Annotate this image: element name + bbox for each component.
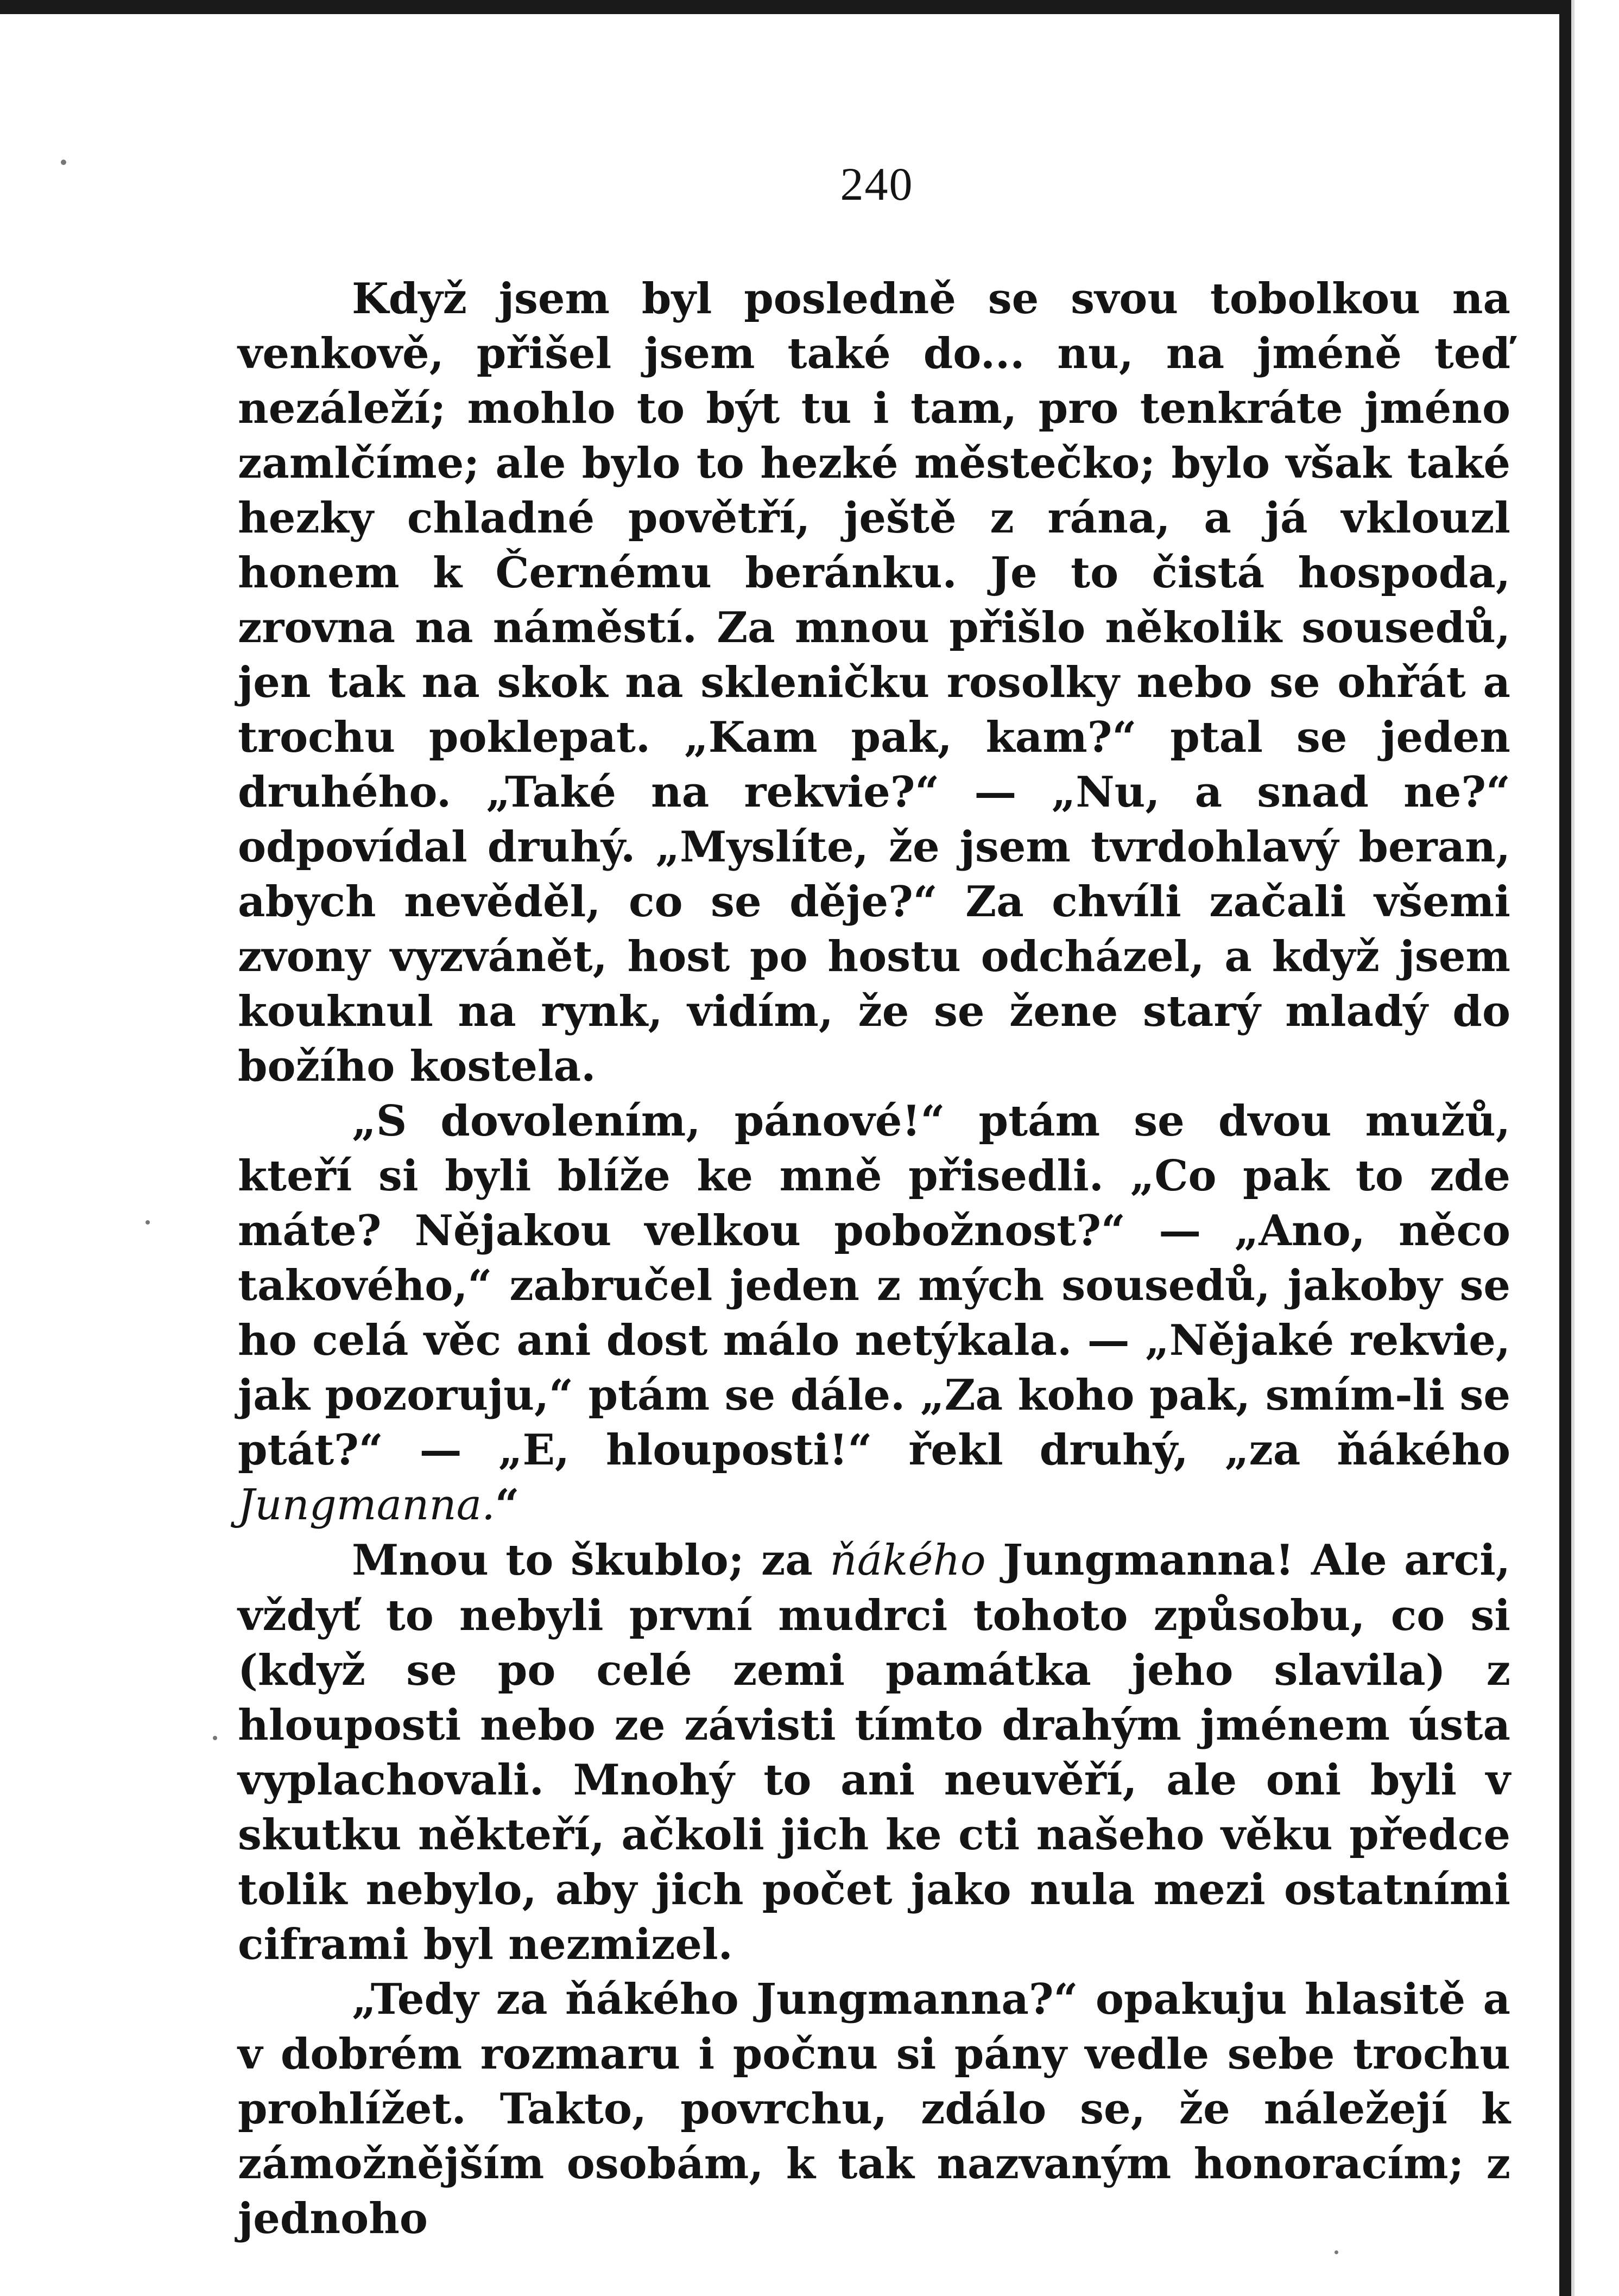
- paragraph-text: „S dovolením, pánové!“ ptám se dvou mužů, kteří si byli blíže ke mně přisedli. „Co pak to zde máte? Nějakou velkou pobožnost?“ — „Ano, něco takového,“ zabručel jeden z mých sousedů, jakoby se ho celá věc ani dost málo netýkala. — „Nějaké rekvie, jak pozoruju,“ ptám se dále. „Za koho pak, smím-li se ptát?“ — „E, hlouposti!“ řekl druhý, „za ňákého: [238, 1096, 1510, 1475]
- scan-top-border: [0, 0, 1619, 14]
- paragraph: [238, 1094, 1510, 1533]
- paragraph-text: Mnou to škublo; za: [352, 1536, 830, 1585]
- paragraph-text: „Tedy za ňákého Jungmanna?“ opakuju hlasitě a v dobrém rozmaru i počnu si pány vedle sebe trochu prohlížet. Takto, povrchu, zdálo se, že náležejí k zámožnějším osobám, k tak nazvaným honoracím; z jednoho: [238, 1975, 1510, 2243]
- scan-speck: [213, 1736, 217, 1740]
- scan-speck: [1335, 2250, 1338, 2254]
- paragraph-text: Když jsem byl posledně se svou tobolkou na venkově, přišel jsem také do... nu, na jméně teď nezáleží; mohlo to být tu i tam, pro tenkráte jméno zamlčíme; ale bylo to hezké městečko; bylo však také hezky chladné povětří, ještě z rána, a já vklouzl honem k Černému beránku. Je to čistá hospoda, zrovna na náměstí. Za mnou přišlo několik sousedů, jen tak na skok na skleničku rosolky nebo se ohřát a trochu poklepat. „Kam pak, kam?“ ptal se jeden druhého. „Také na rekvie?“ — „Nu, a snad ne?“ odpovídal druhý. „Myslíte, že jsem tvrdohlavý beran, abych nevěděl, co se děje?“ Za chvíli začali všemi zvony vyzvánět, host po hostu odcházel, a když jsem kouknul na rynk, vidím, že se žene starý mladý do božího kostela.: [238, 274, 1510, 1091]
- paragraph: [238, 271, 1510, 1094]
- paragraph: [238, 1972, 1510, 2246]
- paragraph-text: Jungmanna! Ale arci, vždyť to nebyli první mudrci tohoto způsobu, co si (když se po celé zemi památka jeho slavila) z hlouposti nebo ze závisti tímto drahým jménem ústa vyplachovali. Mnohý to ani neuvěří, ale oni byli v skutku někteří, ačkoli jich ke cti našeho věku předce tolik nebylo, aby jich počet jako nula mezi ostatními ciframi byl nezmizel.: [238, 1536, 1511, 1969]
- paragraph-text: “: [495, 1480, 520, 1530]
- scan-right-margin: [1571, 0, 1619, 2296]
- scan-speck: [146, 1220, 150, 1225]
- paragraph: [238, 1533, 1510, 1972]
- italic-word: ňákého: [830, 1536, 986, 1585]
- page-number: 240: [840, 158, 914, 210]
- italic-name: Jungmanna.: [238, 1481, 495, 1530]
- scan-right-border: [1559, 0, 1571, 2296]
- body-text: [238, 271, 1510, 2246]
